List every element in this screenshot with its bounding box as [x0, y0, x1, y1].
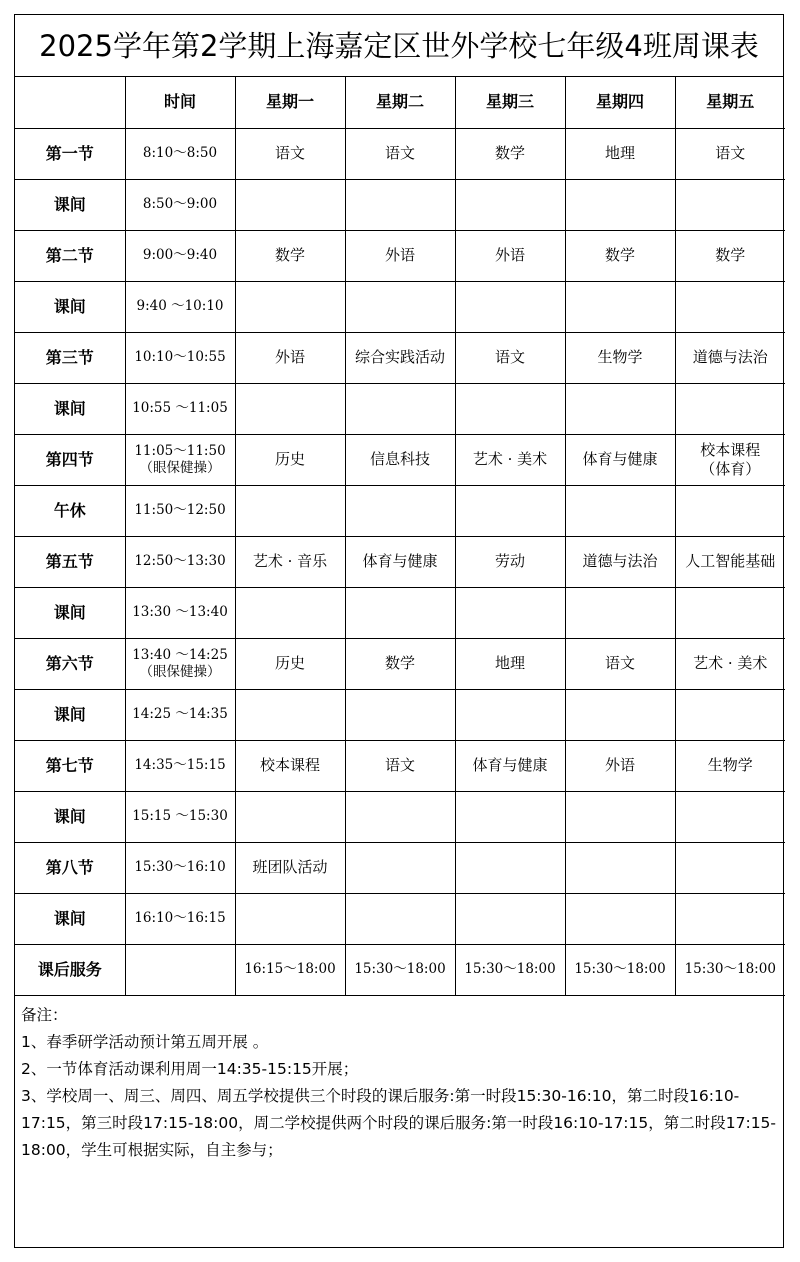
subject-cell — [235, 587, 345, 638]
time-range: 8:10～8:50 — [142, 145, 218, 162]
time-cell — [125, 587, 235, 638]
subject-cell — [345, 281, 455, 332]
time-cell — [125, 179, 235, 230]
subject-cell: 语文 — [235, 128, 345, 179]
period-label: 第六节 — [15, 638, 125, 689]
time-range: 12:50～13:30 — [134, 553, 226, 570]
header-cell: 星期二 — [345, 77, 455, 128]
subject-cell: 外语 — [455, 230, 565, 281]
subject-cell — [565, 842, 675, 893]
time-cell — [125, 281, 235, 332]
table-row — [15, 791, 785, 842]
time-range: 10:55 ～11:05 — [132, 400, 228, 417]
subject-cell: 外语 — [345, 230, 455, 281]
subject-cell: 体育与健康 — [565, 434, 675, 485]
notes-heading: 备注： — [21, 1005, 68, 1024]
period-label: 课间 — [15, 689, 125, 740]
subject-cell: 道德与法治 — [565, 536, 675, 587]
subject-cell — [565, 689, 675, 740]
period-label: 课间 — [15, 281, 125, 332]
subject-cell: 信息科技 — [345, 434, 455, 485]
subject-cell — [565, 791, 675, 842]
table-row — [15, 434, 785, 485]
time-note: （眼保健操） — [139, 663, 221, 680]
subject-cell: 语文 — [345, 128, 455, 179]
subject-cell — [345, 485, 455, 536]
time-cell — [125, 128, 235, 179]
subject-cell: 体育与健康 — [345, 536, 455, 587]
header-corner-cell — [15, 77, 125, 128]
subject-cell: 班团队活动 — [235, 842, 345, 893]
subject-cell: 地理 — [455, 638, 565, 689]
subject-cell — [565, 893, 675, 944]
table-row — [15, 383, 785, 434]
table-row — [15, 485, 785, 536]
time-cell — [125, 230, 235, 281]
header-row — [15, 77, 785, 128]
time-cell — [125, 944, 235, 995]
time-range: 14:25 ～14:35 — [132, 706, 228, 723]
subject-cell — [345, 791, 455, 842]
subject-cell: 语文 — [345, 740, 455, 791]
table-row — [15, 689, 785, 740]
time-cell — [125, 791, 235, 842]
subject-cell — [455, 587, 565, 638]
subject-cell: 外语 — [235, 332, 345, 383]
subject-cell — [235, 383, 345, 434]
subject-cell — [455, 485, 565, 536]
period-label: 第三节 — [15, 332, 125, 383]
time-note: （眼保健操） — [139, 459, 221, 476]
subject-cell — [345, 842, 455, 893]
notes-section — [15, 996, 783, 1164]
subject-cell — [455, 383, 565, 434]
period-label: 午休 — [15, 485, 125, 536]
subject-cell — [345, 689, 455, 740]
period-label: 第八节 — [15, 842, 125, 893]
time-cell — [125, 485, 235, 536]
subject-cell: 艺术 · 美术 — [455, 434, 565, 485]
subject-cell: 数学 — [345, 638, 455, 689]
time-range: 14:35～15:15 — [134, 757, 226, 774]
subject-cell — [565, 383, 675, 434]
subject-cell: 体育与健康 — [455, 740, 565, 791]
time-range: 9:40 ～10:10 — [136, 298, 224, 315]
time-cell — [125, 383, 235, 434]
time-range: 16:10～16:15 — [134, 910, 226, 927]
table-row — [15, 128, 785, 179]
period-label: 课间 — [15, 587, 125, 638]
header-cell: 星期四 — [565, 77, 675, 128]
period-label: 课间 — [15, 179, 125, 230]
subject-cell — [455, 893, 565, 944]
subject-cell — [235, 485, 345, 536]
period-label: 第二节 — [15, 230, 125, 281]
subject-cell: 地理 — [565, 128, 675, 179]
subject-cell — [675, 281, 785, 332]
subject-cell — [675, 179, 785, 230]
period-label: 第五节 — [15, 536, 125, 587]
subject-cell — [565, 281, 675, 332]
subject-cell — [455, 791, 565, 842]
subject-cell: 数学 — [565, 230, 675, 281]
table-row — [15, 638, 785, 689]
subject-cell — [455, 842, 565, 893]
table-row — [15, 740, 785, 791]
time-cell — [125, 689, 235, 740]
subject-cell — [345, 383, 455, 434]
page-title: 2025学年第2学期上海嘉定区世外学校七年级4班周课表 — [15, 15, 783, 77]
period-label: 课间 — [15, 791, 125, 842]
subject-cell: 历史 — [235, 638, 345, 689]
period-label: 课间 — [15, 893, 125, 944]
table-row — [15, 536, 785, 587]
subject-cell — [675, 383, 785, 434]
subject-cell — [675, 893, 785, 944]
note-line-2: 2、一节体育活动课利用周一14:35-15:15开展； — [21, 1059, 359, 1078]
time-cell — [125, 638, 235, 689]
time-range: 9:00～9:40 — [142, 247, 218, 264]
table-row — [15, 230, 785, 281]
table-row — [15, 179, 785, 230]
subject-cell — [235, 791, 345, 842]
table-row — [15, 893, 785, 944]
time-range: 10:10～10:55 — [134, 349, 226, 366]
subject-cell — [235, 689, 345, 740]
time-range: 13:30 ～13:40 — [132, 604, 228, 621]
subject-cell: 外语 — [565, 740, 675, 791]
period-label: 课后服务 — [15, 944, 125, 995]
subject-cell: 15:30～18:00 — [675, 944, 785, 995]
subject-cell — [235, 281, 345, 332]
header-cell: 星期一 — [235, 77, 345, 128]
timetable-sheet — [14, 14, 784, 1248]
table-row — [15, 281, 785, 332]
subject-cell: 艺术 · 美术 — [675, 638, 785, 689]
subject-cell — [565, 587, 675, 638]
subject-cell — [345, 893, 455, 944]
subject-cell: 人工智能基础 — [675, 536, 785, 587]
subject-cell: 数学 — [675, 230, 785, 281]
table-row — [15, 944, 785, 995]
period-label: 第四节 — [15, 434, 125, 485]
time-cell — [125, 434, 235, 485]
subject-cell: 16:15～18:00 — [235, 944, 345, 995]
subject-cell — [675, 842, 785, 893]
period-label: 第七节 — [15, 740, 125, 791]
time-range: 11:50～12:50 — [134, 502, 226, 519]
time-cell — [125, 842, 235, 893]
note-line-3: 3、学校周一、周三、周四、周五学校提供三个时段的课后服务:第一时段15:30-16:10，第二时段16:10-17:15，第三时段17:15-18:00，周二学校提供两个时段的课后服务:第一时段16:10-17:15，第二时段17:15-18:00，学生可根据实际，自主参与； — [21, 1086, 777, 1159]
subject-cell: 15:30～18:00 — [565, 944, 675, 995]
header-cell: 星期三 — [455, 77, 565, 128]
subject-cell: 道德与法治 — [675, 332, 785, 383]
time-cell — [125, 893, 235, 944]
time-range: 15:30～16:10 — [134, 859, 226, 876]
subject-cell — [455, 689, 565, 740]
header-cell: 星期五 — [675, 77, 785, 128]
subject-cell: 历史 — [235, 434, 345, 485]
table-row — [15, 842, 785, 893]
time-range: 13:40 ～14:25 — [132, 646, 228, 663]
subject-cell: 劳动 — [455, 536, 565, 587]
subject-cell: 校本课程 — [235, 740, 345, 791]
subject-cell: 生物学 — [675, 740, 785, 791]
subject-cell: 数学 — [235, 230, 345, 281]
subject-cell: 校本课程 （体育） — [675, 434, 785, 485]
time-cell — [125, 332, 235, 383]
subject-cell — [675, 689, 785, 740]
subject-cell — [235, 179, 345, 230]
subject-cell — [675, 791, 785, 842]
subject-cell — [675, 587, 785, 638]
note-line-1: 1、春季研学活动预计第五周开展 。 — [21, 1032, 269, 1051]
period-label: 第一节 — [15, 128, 125, 179]
table-row — [15, 332, 785, 383]
header-cell: 时间 — [125, 77, 235, 128]
time-range: 8:50～9:00 — [142, 196, 218, 213]
subject-cell: 生物学 — [565, 332, 675, 383]
subject-cell — [675, 485, 785, 536]
subject-cell: 语文 — [675, 128, 785, 179]
subject-cell — [345, 179, 455, 230]
time-range: 15:15 ～15:30 — [132, 808, 228, 825]
table-row — [15, 587, 785, 638]
time-range: 11:05～11:50 — [134, 442, 226, 459]
subject-cell: 15:30～18:00 — [455, 944, 565, 995]
timetable — [15, 77, 785, 996]
subject-cell — [235, 893, 345, 944]
subject-cell: 数学 — [455, 128, 565, 179]
subject-cell: 语文 — [565, 638, 675, 689]
subject-cell — [455, 179, 565, 230]
subject-cell — [345, 587, 455, 638]
subject-cell: 艺术 · 音乐 — [235, 536, 345, 587]
time-cell — [125, 536, 235, 587]
time-cell — [125, 740, 235, 791]
subject-cell: 15:30～18:00 — [345, 944, 455, 995]
subject-cell: 语文 — [455, 332, 565, 383]
subject-cell: 综合实践活动 — [345, 332, 455, 383]
subject-cell — [565, 179, 675, 230]
subject-cell — [565, 485, 675, 536]
subject-cell — [455, 281, 565, 332]
period-label: 课间 — [15, 383, 125, 434]
